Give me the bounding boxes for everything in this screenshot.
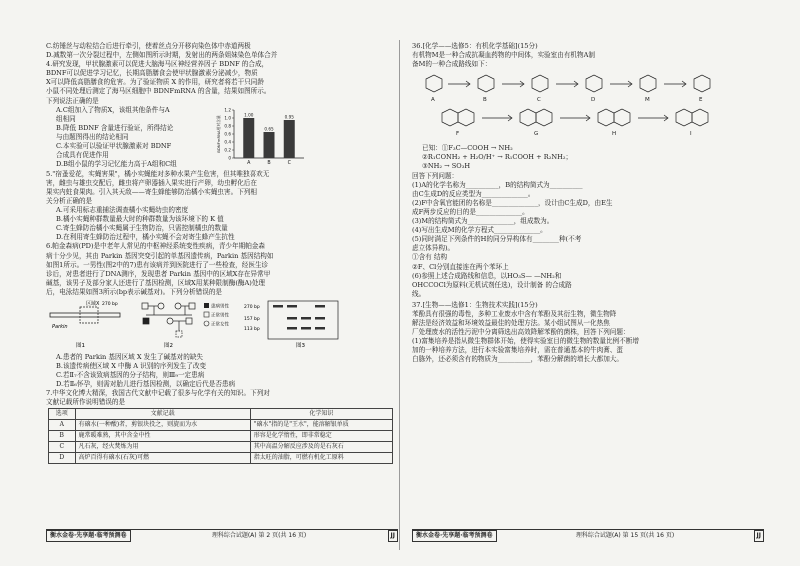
left-footer-brand: 衡水金卷·先享题·临考预测卷 (46, 530, 131, 541)
table-cell: 指太旺的油脂，可燃有机化工原料 (250, 452, 392, 463)
y-tick-label: 0.6 (224, 131, 231, 137)
q37-text-line: 厂处理废水的活性污泥中分离筛选出高效降解苯酚的菌株，回答下列问题： (412, 328, 630, 337)
q5-option-line: D.在利用寄生蜂防治过程中，橘小实蝇不会对寄生蜂产生抗性 (56, 233, 235, 242)
bar (243, 118, 254, 158)
q36-question-line: 由C生成D的反应类型为______________。 (412, 189, 535, 198)
gel-band (273, 305, 283, 308)
legend-normal-male: 正常男性 (211, 313, 229, 319)
fig2-legend (204, 302, 229, 327)
q6-stem-block (46, 242, 398, 297)
q4-option-line: B.降低 BDNF 含量进行验证，所得结论 (56, 123, 174, 132)
table-cell: B (49, 430, 76, 441)
bar-value-label: 0.95 (284, 114, 294, 120)
table-cell: C (49, 441, 76, 452)
gel-bp-113: 113 bp (244, 326, 260, 332)
q36-question-line: 成F两步反应的目的是______________。 (412, 207, 529, 216)
q3-tail-line: D.减数第一次分裂过程中，左侧如图所示时期，发射出的两条姐妹染色单体合并 (46, 51, 278, 60)
q6-option-line: B.该遗传病使区域 X 中酶 A 识别的序列发生了改变 (56, 362, 207, 371)
q6-figures (46, 297, 398, 353)
gel-band (315, 327, 325, 330)
legend-normal-female: 正常女性 (211, 322, 229, 328)
left-footer-mark: JJ (388, 530, 398, 541)
right-footer-page: 理科综合试题(A) 第 15 页(共 16 页) (575, 532, 675, 540)
gel-band (301, 317, 311, 320)
table-header-cell: 文献记载 (75, 408, 250, 419)
q5-stem-line: 5."宿蚤爱花，实蝇害果"，橘小实蝇能对多种水果产生危害，但其唯独喜欢无 (46, 169, 270, 178)
table-row (49, 419, 393, 430)
gel-bp-157: 157 bp (244, 316, 260, 322)
fig1-gene-diagram (50, 300, 120, 349)
scheme-label-f: F (456, 131, 460, 138)
legend-affected: 患病男性 (211, 304, 229, 310)
q4-stem-block (46, 60, 398, 105)
q6-stem-line: 病十分少见，其由 Parkin 基因突变引起的单基因遗传病，Parkin 基因结构如 (46, 251, 274, 260)
q3-tail-block (46, 42, 398, 60)
q3-tail-line: C.纺锤丝与动粒结合后进行牵引，使着丝点分开移向染色体中赤道两极 (46, 42, 251, 50)
fig2-pedigree (142, 303, 195, 337)
known-info-line: ②R₁CONH₂ + H₂O/H⁺ → R₁COOH + R₂NH₂； (422, 153, 573, 162)
y-tick-label: 1.2 (224, 107, 231, 113)
y-tick-label: 0.8 (224, 123, 231, 129)
right-footer-brand: 衡水金卷·先享题·临考预测卷 (412, 530, 497, 541)
scheme-label-b: B (483, 97, 487, 104)
benzene-ring-i (598, 109, 614, 126)
fig2-caption: 图2 (164, 342, 173, 349)
right-footer (412, 529, 764, 542)
q37-text-line: 解法是经济效益和环境效益最佳的处理方法。某小组试图从一化热焦 (412, 319, 610, 328)
q6-option-block (46, 353, 398, 389)
bar (284, 120, 295, 158)
q37-text-line: (1)富集培养是指从微生物群体开始，使得实验室目的微生物的数量比例不断增 (412, 337, 639, 346)
known-info-block (412, 144, 764, 171)
benzene-ring-h (520, 109, 536, 126)
q6-stem-line: 如图1所示。一男性(图2中的7)患有该病并到医院进行了一些检查，经医生诊 (46, 260, 269, 269)
q7-stem-line: 文献记载所作说明错误的是 (46, 398, 126, 407)
table-cell: D (49, 452, 76, 463)
page-divider (399, 40, 400, 550)
right-page (412, 42, 764, 542)
q36-question-block (412, 181, 764, 299)
known-info-line: ③NH₂ → SO₃H (422, 162, 471, 171)
q6-stem-line: 6.帕金森病(PD)是中老年人常见的中枢神经系统变性疾病，青少年期帕金森 (46, 242, 265, 251)
q37-text-line: 加的一种培养方法，进行本实验富集培养时，需在普通基本的牛肉膏、蛋 (412, 346, 623, 355)
scheme-label-m: M (645, 97, 650, 104)
q4-stem-line: BDNF可以促进学习记忆，长期高脂膳食会使甲状腺激素分泌减少，物质 (46, 69, 258, 78)
fig1-caption: 图1 (76, 342, 85, 349)
x-tick-label: C (287, 160, 291, 166)
scheme-label-i: I (690, 131, 692, 138)
q4-stem-line: 小鼠不同处理后测定了海马区细胞中 BDNFmRNA 的含量，结果如图所示。 (46, 87, 271, 96)
q5-stem-line: 害，雌虫与雄虫交配后，雌虫将产卵器插入果实进行产卵，幼虫孵化后在 (46, 178, 257, 187)
gel-bp-270: 270 bp (244, 304, 260, 310)
q36-question-line: OHCCOCl为原料(无机试剂任选)，设计制备 的合成路 (412, 280, 572, 289)
scheme-label-c: C (537, 97, 541, 104)
q4-option-line: 组相同 (56, 114, 76, 123)
benzene-ring-g2 (458, 109, 474, 126)
q4-option-line: D.B组小鼠的学习记忆能力高于A组和C组 (56, 160, 177, 169)
q6-option-line: C.若Ⅱ₇不含该致病基因的分子结构，则Ⅲ₉一定患病 (56, 371, 205, 380)
pedigree-fetus-9 (176, 331, 182, 337)
gel-band (315, 305, 325, 308)
scheme-label-e: E (699, 97, 703, 104)
q4-stem-line: 下列说法正确的是 (46, 96, 99, 105)
q36-question-line: ①含有 结构 (412, 253, 448, 262)
pedigree-affected-7 (143, 318, 149, 324)
fig1-region-tag: 区域X (86, 300, 100, 307)
q6-stem-line: 碱基，该男子及部分家人还进行了基因检测，区域X用某种限制酶(酶A)处理 (46, 278, 266, 287)
region-x-box (80, 307, 98, 323)
known-info-line: 已知：①F₃C—COOH → NH₂ (422, 144, 513, 153)
q5-stem-line: 果实内蛀食果肉。引入其天敌——寄生蜂能够防治橘小实蝇虫害。下列相 (46, 187, 257, 196)
y-tick-label: 1.0 (224, 115, 231, 121)
q4-block (46, 106, 398, 170)
benzene-ring-a (426, 75, 442, 92)
benzene-ring-m (614, 109, 630, 126)
left-page (46, 42, 398, 542)
q36-question-line: (1)A的化学名称为__________，B的结构简式为__________ (412, 180, 583, 189)
table-row (49, 452, 393, 463)
q4-option-line: 合成具有促进作用 (56, 151, 109, 160)
q5-option-line: A.可采用标志重捕法调查橘小实蝇幼虫的密度 (56, 206, 189, 215)
q36-question-line: 线。 (412, 289, 426, 298)
gel-band (315, 317, 325, 320)
table-cell: 凡石灰，经火焚炼为用 (75, 441, 250, 452)
q36-intro-line: 备M的一种合成路线如下： (412, 60, 492, 69)
table-cell: 高炉百得有硇水(石灰)可燃 (75, 452, 250, 463)
benzene-ring-f (694, 75, 710, 92)
bar-value-label: 0.65 (264, 126, 274, 132)
q36-question-line: (4)写出生成M的化学方程式______________。 (412, 226, 547, 235)
table-cell: 有硇水(一种酸)者，剪银块投之，则旋而为水 (75, 419, 250, 430)
q36-question-line: 虑立体异构)。 (412, 244, 455, 253)
right-footer-mark: JJ (754, 530, 764, 541)
synthesis-route-diagram (412, 71, 762, 141)
fig1-bp-tag: 270 bp (102, 301, 118, 307)
scheme-label-g: G (534, 131, 539, 138)
q6-option-line: A.患者的 Parkin 基因区域 X 发生了碱基对的缺失 (56, 352, 204, 361)
benzene-ring-b (478, 75, 494, 92)
q4-option-line: C.本实验可以验证甲状腺激素对 BDNF (56, 142, 172, 151)
q4-stem-line: 4.研究发现，甲状腺激素可以促进大脑海马区神经营养因子 BDNF 的合成， (46, 60, 269, 69)
q37-heading: 37.[生物——选修1：生物技术实践](15分) (412, 300, 538, 309)
benzene-ring-j2 (692, 109, 708, 126)
q4-option-line: A.C组加入了物质X，该组其他条件与A (56, 105, 170, 114)
left-footer-page: 理科综合试题(A) 第 2 页(共 16 页) (211, 532, 307, 540)
gel-band (301, 327, 311, 330)
gene-bar (50, 313, 120, 317)
benzene-ring-g (442, 109, 458, 126)
q37-text-block (412, 310, 764, 365)
table-row (49, 430, 393, 441)
q5-stem-block (46, 170, 398, 206)
q36-question-line: (6)参照上述合成路线和信息，以HO₃S— —NH₂和 (412, 271, 562, 280)
table-cell: "硇水"指的是"王水"，能溶解银单质 (250, 419, 392, 430)
q37-text-line: 苯酚具有很强的毒性，多种工业废水中含有苯酚及其衍生物，微生物降 (412, 309, 617, 318)
table-cell: 形容是化学惰性，即非常稳定 (250, 430, 392, 441)
x-tick-label: A (247, 160, 251, 166)
q36-question-line: (2)F中含氧官能团的名称是______________，设计由C生成D，由E生 (412, 198, 613, 207)
fig3-caption: 图3 (296, 342, 305, 349)
q36-question-line: ②F、Cl分别直接连在两个苯环上 (412, 262, 509, 271)
table-cell: 鹿常暖难熟，其中含金中性 (75, 430, 250, 441)
scheme-label-a: A (431, 97, 435, 104)
table-cell: 其中高温分解反应涉及的是石灰石 (250, 441, 392, 452)
y-tick-label: 0 (228, 155, 231, 161)
q4-stem-line: X可以降低高脂膳食的危害。为了验证物质 X 的作用，研究者将若干只同龄 (46, 78, 264, 87)
y-axis-label: BDNFmRNA相对含量 (216, 114, 221, 153)
q36-intro-block (412, 51, 764, 69)
q6-stem-line: 后，电泳结果如图3所示(bp表示碱基对)。下列分析错误的是 (46, 287, 223, 296)
answers-intro: 回答下列问题： (412, 171, 459, 180)
bar (264, 132, 275, 158)
gel-band (287, 305, 297, 308)
q4-option-line: 与由题图得出的结论相同 (56, 132, 129, 141)
pedigree-male-5 (186, 318, 192, 324)
pedigree-female-6 (167, 318, 173, 324)
synthesis-scheme (412, 71, 764, 141)
q36-question-line: (3)M的结构简式为______________，组成数为。 (412, 217, 554, 226)
fig1-gene-label: Parkin (52, 323, 68, 330)
benzene-ring-h2 (536, 109, 552, 126)
fig3-gel (244, 301, 338, 349)
q37-text-line: 白胨外，还必须含有的物质为__________，苯酚分解菌的增长大都加大。 (412, 355, 623, 364)
table-cell: A (49, 419, 76, 430)
q5-option-line: C.寄生蜂防治橘小实蝇属于生物防治，只需控制橘虫的数量 (56, 224, 228, 233)
pedigree-female-3 (175, 303, 181, 309)
benzene-ring-j (676, 109, 692, 126)
bdnf-bar-chart (216, 104, 326, 168)
q36-question-line: (5)同时满足下列条件的H的同分异构体有________种(不考 (412, 235, 582, 244)
y-tick-label: 0.2 (224, 147, 231, 153)
gel-band (287, 327, 297, 330)
q4-option-block (46, 106, 221, 170)
pedigree-male-1 (142, 303, 148, 309)
q6-stem-line: 诊后，对患者进行了DNA测序，发现患者 Parkin 基因中的区域X存在异常甲 (46, 269, 271, 278)
left-footer (46, 529, 398, 542)
table-header-cell: 化学知识 (250, 408, 392, 419)
y-tick-label: 0.4 (224, 139, 231, 145)
scheme-label-h: H (612, 131, 617, 138)
scheme-label-d: D (591, 97, 596, 104)
q5-stem-line: 关分析正确的是 (46, 196, 93, 205)
q5-option-line: B.橘小实蝇种群数量最大时的种群数量为该环境下的 K 值 (56, 215, 224, 224)
q7-stem-block (46, 389, 398, 407)
q36-heading: 36.[化学——选修5：有机化学基础](15分) (412, 42, 538, 50)
q7-table (48, 408, 393, 464)
table-header-cell: 选项 (49, 408, 76, 419)
q7-stem-line: 7.中华文化博大精深，我国古代文献中记载了很多与化学有关的知识。下列对 (46, 389, 270, 398)
bar-value-label: 1.00 (244, 112, 254, 118)
x-tick-label: B (267, 160, 271, 166)
q36-intro-line: 有机物M是一种合成抗凝血药物的中间体，实验室由有机物A制 (412, 51, 595, 60)
q6-figure-strip (46, 297, 391, 353)
q5-option-block (46, 206, 398, 242)
benzene-ring-c (532, 75, 548, 92)
q6-option-line: D.若Ⅱ₆怀孕，则需对胎儿进行基因检测，以确定后代是否患病 (56, 380, 236, 389)
pedigree-male-4 (189, 303, 195, 309)
table-row (49, 441, 393, 452)
pedigree-female-2 (158, 303, 164, 309)
benzene-ring-d (586, 75, 602, 92)
gel-band (287, 317, 297, 320)
benzene-ring-e (640, 75, 656, 92)
